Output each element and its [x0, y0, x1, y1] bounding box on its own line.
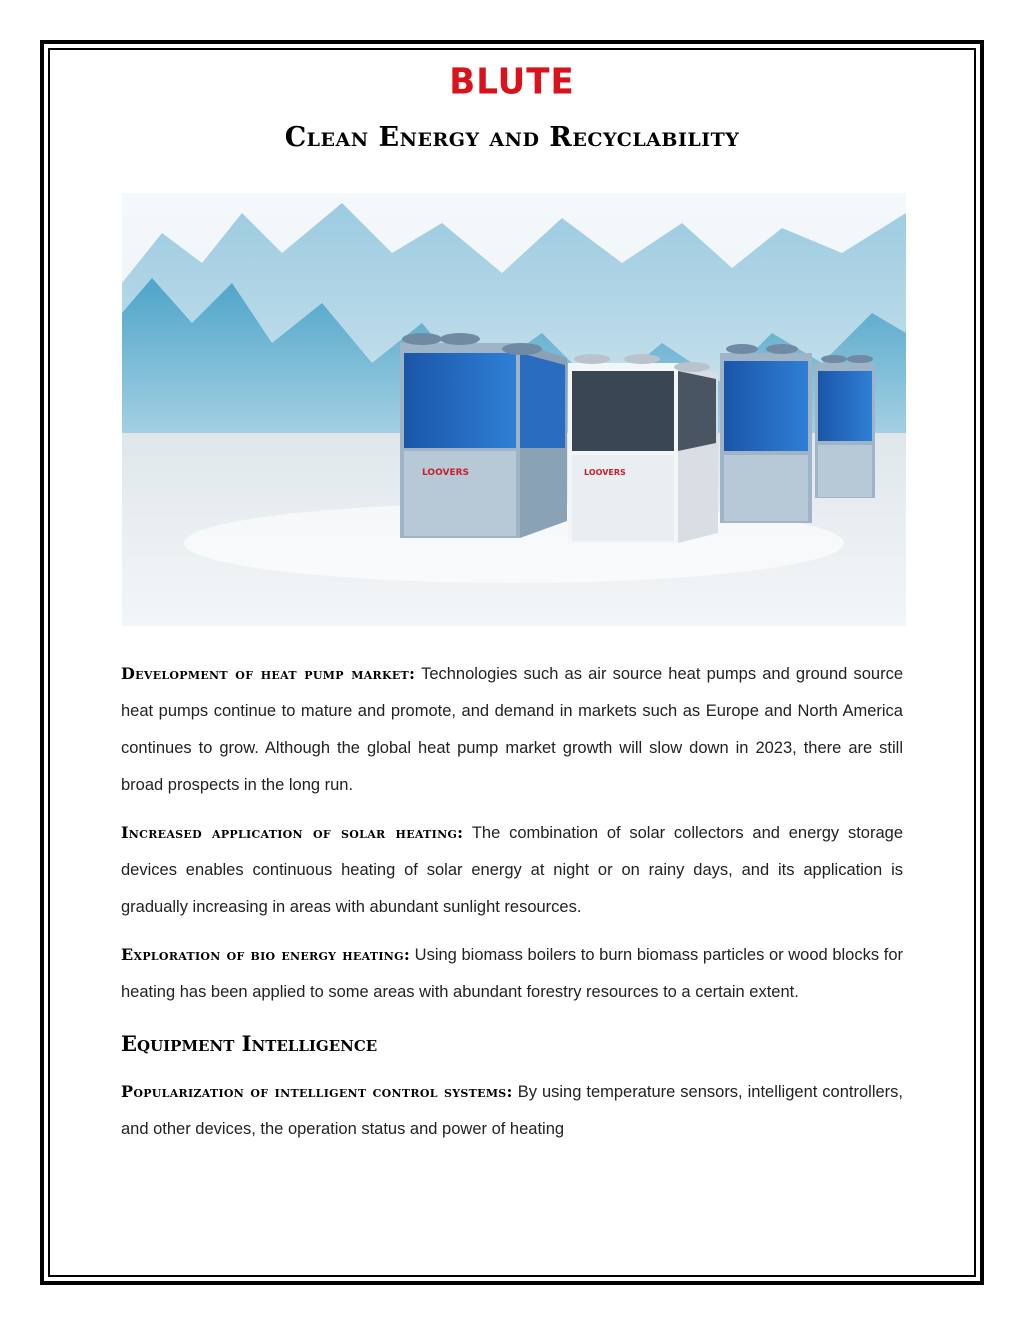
- paragraph-text: Technologies such as air source heat pumps and ground source heat pumps continue to mature and promote, and demand in markets such as Europe and North America continues to grow. Although the global heat pump market growth will slow down in 2023, there are still broad prospects in the long run.: [121, 665, 903, 794]
- section-heading-equipment: Equipment Intelligence: [121, 1031, 378, 1056]
- paragraph-text: By using temperature sensors, intelligent controllers, and other devices, the operation status and power of heating: [121, 1083, 903, 1138]
- paragraph-bio-energy: [121, 936, 903, 1011]
- page-title: Clean Energy and Recyclability: [284, 122, 740, 153]
- paragraph-text: Using biomass boilers to burn biomass particles or wood blocks for heating has been applied to some areas with abundant forestry resources to a certain extent.: [121, 946, 903, 1001]
- hero-image-heat-pumps: [122, 193, 906, 626]
- paragraph-heat-pump-market: [121, 655, 903, 804]
- svg-text:LOOVERS: LOOVERS: [584, 468, 626, 477]
- paragraph-lead: Increased application of solar heating:: [121, 823, 464, 842]
- paragraph-lead: Exploration of bio energy heating:: [121, 945, 411, 964]
- paragraph-text: The combination of solar collectors and energy storage devices enables continuous heating of solar energy at night or on rainy days, and its application is gradually increasing in areas with abundant sunlight resources.: [121, 824, 903, 916]
- article-body: [121, 655, 903, 1158]
- svg-text:LOOVERS: LOOVERS: [422, 468, 469, 478]
- paragraph-intelligent-control: [121, 1073, 903, 1148]
- paragraph-lead: Development of heat pump market:: [121, 664, 416, 683]
- brand-logo: BLUTE: [449, 61, 575, 103]
- paragraph-solar-heating: [121, 814, 903, 926]
- paragraph-lead: Popularization of intelligent control systems:: [121, 1082, 513, 1101]
